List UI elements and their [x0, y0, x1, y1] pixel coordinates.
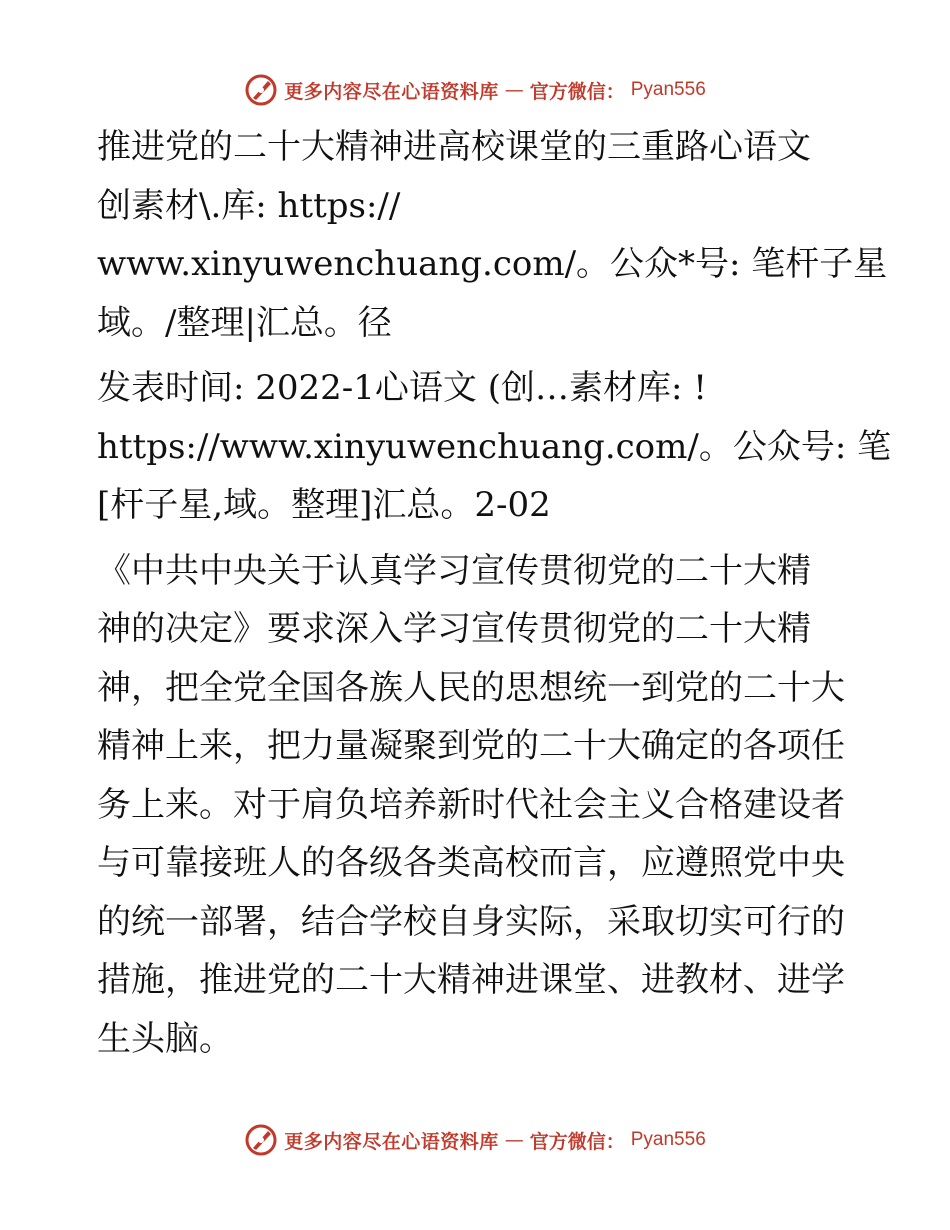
body-line: 神，把全党全国各族人民的思想统一到党的二十大 [97, 667, 845, 708]
body-line: 与可靠接班人的各级各类高校而言，应遵照党中央 [97, 843, 845, 883]
body-paragraph [97, 542, 857, 1069]
banner-separator: — [504, 1129, 524, 1151]
body-line: 生头脑。 [97, 1018, 233, 1059]
document-title [97, 118, 888, 352]
body-line: 《中共中央关于认真学习宣传贯彻党的二十大精 [97, 550, 811, 591]
footer-banner [0, 1120, 950, 1160]
document-body [97, 118, 892, 1068]
title-line: www.xinyuwenchuang.com/。公众*号: 笔杆子星 [97, 244, 888, 284]
body-line: 精神上来，把力量凝聚到党的二十大确定的各项任 [97, 726, 845, 766]
banner-wechat-label: 官方微信： [529, 1130, 625, 1153]
meta-line: [杆子星,域。整理]汇总。2-02 [97, 485, 551, 525]
banner-text: 更多内容尽在心语资料库 [284, 80, 499, 103]
pen-logo-icon [244, 73, 278, 107]
banner-separator: — [504, 79, 524, 101]
banner-text: 更多内容尽在心语资料库 [284, 1130, 499, 1153]
banner-wechat-label: 官方微信： [529, 80, 625, 103]
header-banner [0, 70, 950, 110]
title-line: 域。/整理|汇总。径 [97, 302, 392, 343]
body-line: 的统一部署，结合学校自身实际，采取切实可行的 [97, 901, 845, 942]
title-line: 创素材\.库: https:// [97, 185, 401, 226]
body-line: 措施，推进党的二十大精神进课堂、进教材、进学 [97, 960, 845, 1000]
meta-line: 发表时间: 2022-1心语文 (创…素材库: ! [97, 368, 707, 408]
title-line: 推进党的二十大精神进高校课堂的三重路心语文 [97, 127, 811, 167]
meta-line: https://www.xinyuwenchuang.com/。公众号: 笔 [97, 426, 892, 467]
banner-wechat-id: Pyan556 [630, 1129, 706, 1150]
body-line: 务上来。对于肩负培养新时代社会主义合格建设者 [97, 784, 845, 825]
body-line: 神的决定》要求深入学习宣传贯彻党的二十大精 [97, 609, 811, 649]
publish-meta [97, 359, 892, 535]
banner-wechat-id: Pyan556 [630, 79, 706, 100]
pen-logo-icon [244, 1123, 278, 1157]
